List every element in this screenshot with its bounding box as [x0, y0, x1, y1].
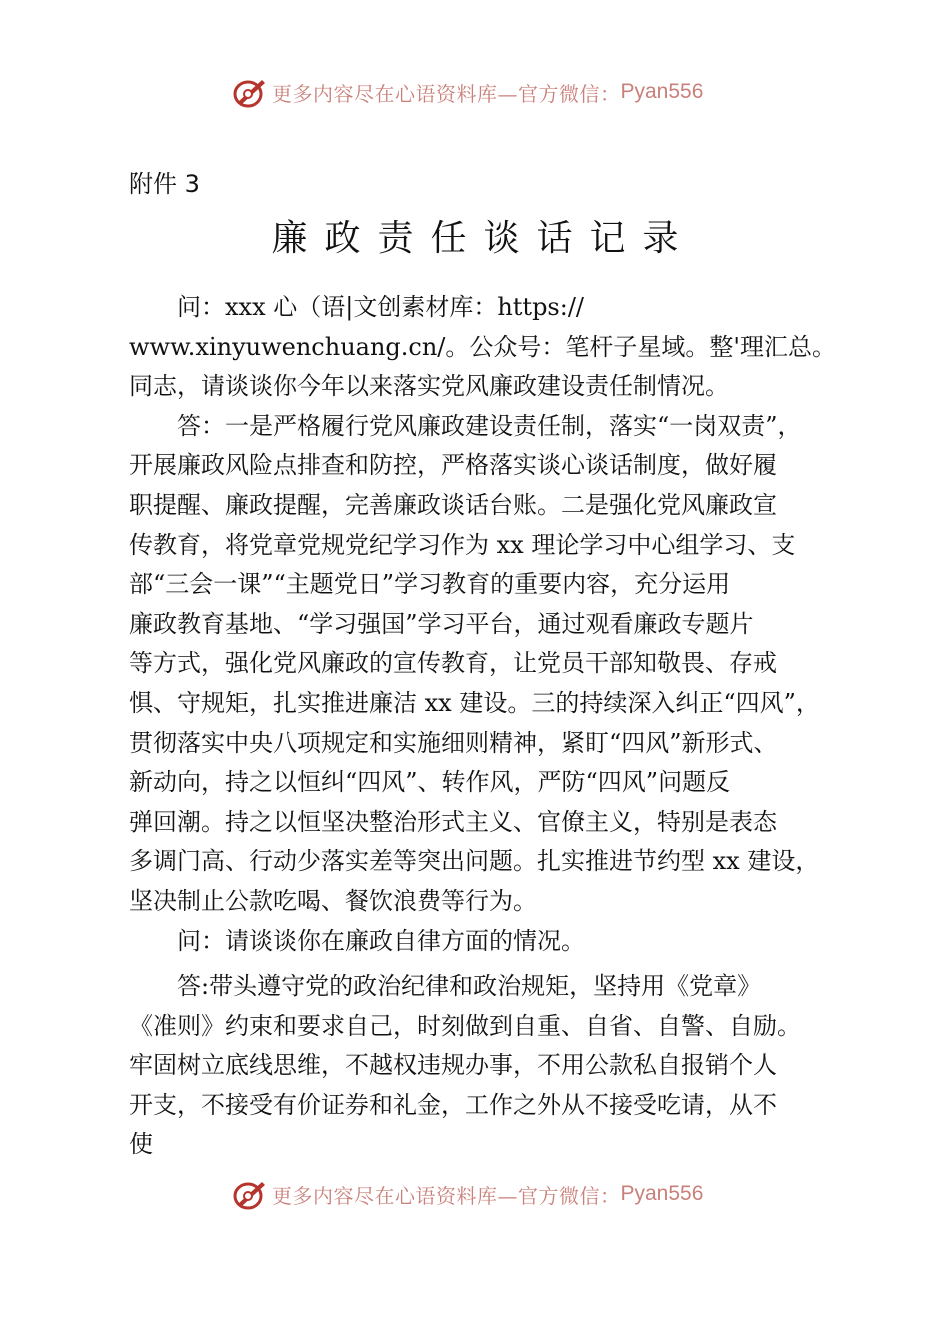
text-line: www.xinyuwenchuang.cn/。公众号：笔杆子星域。整'理汇总。	[129, 332, 836, 361]
text-line: 惧、守规矩，扎实推进廉洁 xx 建设。三的持续深入纠正“四风”，	[129, 688, 820, 717]
quill-pen-logo-icon	[232, 1176, 268, 1212]
text-line: 问：请谈谈你在廉政自律方面的情况。	[177, 926, 585, 955]
text-line: 新动向，持之以恒纠“四风”、转作风，严防“四风”问题反	[129, 768, 731, 797]
text-line: 答:带头遵守党的政治纪律和政治规矩，坚持用《党章》	[177, 972, 762, 1001]
text-line: 部“三会一课”“主题党日”学习教育的重要内容，充分运用	[129, 570, 731, 599]
text-line: 贯彻落实中央八项规定和实施细则精神，紧盯“四风”新形式、	[129, 728, 778, 757]
text-line: 职提醒、廉政提醒，完善廉政谈话台账。二是强化党风廉政宣	[129, 490, 777, 519]
attachment-label: 附件 3	[129, 170, 200, 198]
text-line: 等方式，强化党风廉政的宣传教育，让党员干部知敬畏、存戒	[129, 649, 777, 678]
watermark-banner-bottom	[0, 1172, 950, 1216]
watermark-wechat-id: Pyan556	[620, 80, 704, 103]
quill-pen-logo-icon	[232, 74, 268, 110]
document-body	[129, 288, 836, 1165]
text-line: 问：xxx 心（语|文创素材库：https://	[177, 293, 585, 321]
text-line: 弹回潮。持之以恒坚决整治形式主义、官僚主义，特别是表态	[129, 807, 777, 836]
text-line: 廉政教育基地、“学习强国”学习平台，通过观看廉政专题片	[129, 609, 754, 638]
text-line: 《准则》约束和要求自己，时刻做到自重、自省、自警、自励。	[129, 1011, 801, 1040]
watermark-banner-top	[0, 70, 950, 114]
watermark-text: 更多内容尽在心语资料库—官方微信：	[272, 81, 621, 106]
watermark-wechat-id: Pyan556	[620, 1182, 704, 1205]
text-line: 多调门高、行动少落实差等突出问题。扎实推进节约型 xx 建设，	[129, 847, 820, 876]
text-line: 开展廉政风险点排查和防控，严格落实谈心谈话制度，做好履	[129, 451, 777, 480]
text-line: 同志，请谈谈你今年以来落实党风廉政建设责任制情况。	[129, 372, 729, 401]
text-line: 使	[129, 1130, 153, 1159]
watermark-text: 更多内容尽在心语资料库—官方微信：	[272, 1183, 621, 1208]
text-line: 答：一是严格履行党风廉政建设责任制，落实“一岗双责”，	[177, 411, 802, 440]
text-line: 坚决制止公款吃喝、餐饮浪费等行为。	[129, 886, 537, 915]
text-line: 传教育，将党章党规党纪学习作为 xx 理论学习中心组学习、支	[129, 530, 796, 559]
text-line: 牢固树立底线思维，不越权违规办事，不用公款私自报销个人	[129, 1051, 777, 1080]
text-line: 开支，不接受有价证券和礼金，工作之外从不接受吃请，从不	[129, 1090, 777, 1119]
document-title: 廉政责任谈话记录	[271, 218, 696, 259]
